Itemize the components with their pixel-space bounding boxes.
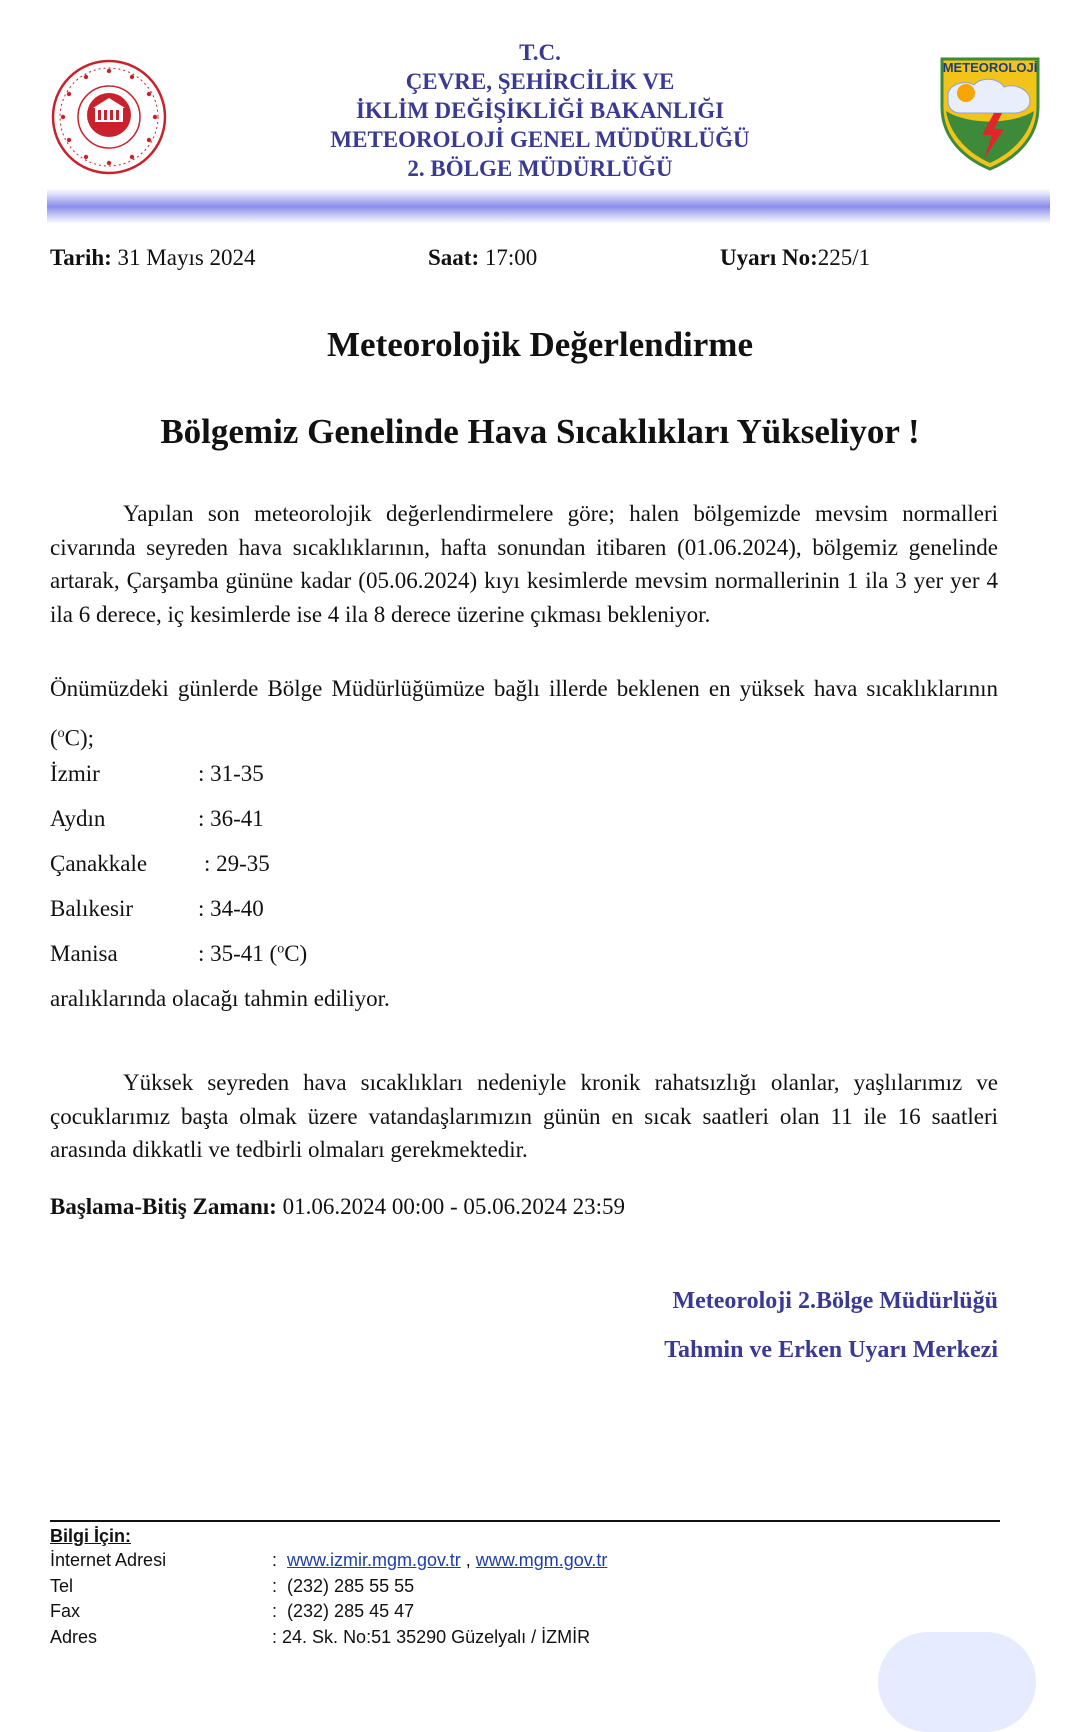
mgm-website-link[interactable]: www.mgm.gov.tr — [475, 1550, 608, 1570]
footer-colon: : — [272, 1550, 278, 1570]
corner-decoration — [878, 1632, 1036, 1732]
footer-colon: : — [272, 1627, 278, 1647]
date-info — [50, 245, 256, 271]
footer-label: Tel — [50, 1576, 74, 1596]
izmir-website-link[interactable]: www.izmir.mgm.gov.tr — [287, 1550, 461, 1570]
signature-line-2: Tahmin ve Erken Uyarı Merkezi — [664, 1337, 998, 1363]
city-range: : 34-40 — [198, 896, 264, 921]
city-range: : 29-35 — [204, 851, 270, 876]
city-name: Balıkesir — [50, 896, 134, 921]
org-line-4: METEOROLOJİ GENEL MÜDÜRLÜĞÜ — [330, 127, 750, 152]
page-title: Meteorolojik Değerlendirme — [327, 325, 753, 364]
document-header — [0, 0, 1080, 230]
city-range — [198, 941, 307, 967]
city-name: Manisa — [50, 941, 118, 966]
time-label: Saat: — [428, 245, 480, 270]
fax-value: (232) 285 45 47 — [287, 1601, 415, 1621]
org-line-3: İKLİM DEĞİŞİKLİĞİ BAKANLIĞI — [355, 98, 725, 123]
footer-label: Fax — [50, 1601, 81, 1621]
forecast-intro — [50, 666, 998, 761]
footer-colon: : — [272, 1576, 278, 1596]
page-subtitle: Bölgemiz Genelinde Hava Sıcaklıkları Yükseliyor ! — [160, 412, 920, 451]
validity-period — [50, 1194, 625, 1220]
time-info — [428, 245, 537, 271]
organization-name — [230, 38, 850, 183]
org-line-1: T.C. — [519, 40, 561, 65]
warning-number — [720, 245, 870, 271]
footer-sep — [272, 1550, 607, 1571]
ministry-seal-icon — [50, 58, 168, 176]
warning-value: 225/1 — [817, 245, 871, 270]
header-divider — [47, 188, 1050, 224]
city-range: : 36-41 — [198, 806, 264, 831]
footer-heading: Bilgi İçin: — [50, 1526, 131, 1546]
degree-sup: o — [277, 941, 285, 957]
forecast-intro-unit: C); — [64, 725, 95, 751]
footer-divider — [50, 1520, 1000, 1522]
signature-line-1: Meteoroloji 2.Bölge Müdürlüğü — [672, 1288, 998, 1314]
footer-colon: : — [272, 1601, 278, 1621]
forecast-intro-text: Önümüzdeki günlerde Bölge Müdürlüğümüze bağlı illerde beklenen en yüksek hava sıcaklıklarının ( — [50, 676, 998, 751]
link-separator: , — [460, 1550, 476, 1570]
org-line-5: 2. BÖLGE MÜDÜRLÜĞÜ — [407, 156, 673, 181]
org-line-2: ÇEVRE, ŞEHİRCİLİK VE — [405, 69, 675, 94]
city-name: Çanakkale — [50, 851, 148, 876]
assessment-paragraph: Yapılan son meteorolojik değerlendirmelere göre; halen bölgemizde mevsim normalleri civarında seyreden hava sıcaklıklarının, hafta sonundan itibaren (01.06.2024), bölgemiz genelinde artarak, Çarşamba gününe kadar (05.06.2024) kıyı kesimlerde mevsim normallerinin 1 ila 3 yer yer 4 ila 6 derece, iç kesimlerde ise 4 ila 8 derece üzerine çıkması bekleniyor. — [50, 501, 998, 627]
phone-value: (232) 285 55 55 — [287, 1576, 415, 1596]
address-row — [272, 1627, 590, 1648]
advisory-paragraph: Yüksek seyreden hava sıcaklıkları nedeniyle kronik rahatsızlığı olanlar, yaşlılarımız ve çocuklarımız başta olmak üzere vatandaşlarımızın günün en sıcak saatleri olan 11 ile 16 saatleri arasında dikkatli ve tedbirli olmaları gerekmektedir. — [50, 1070, 998, 1162]
date-label: Tarih: — [50, 245, 112, 270]
degree-sup: o — [57, 726, 65, 741]
city-range-value: : 35-41 ( — [198, 941, 278, 966]
phone-row — [272, 1576, 414, 1597]
time-value: 17:00 — [479, 245, 538, 270]
fax-row — [272, 1601, 414, 1622]
footer-label: Adres — [50, 1627, 98, 1647]
footer-label: İnternet Adresi — [50, 1550, 167, 1570]
city-name: İzmir — [50, 761, 100, 786]
city-range: : 31-35 — [198, 761, 264, 786]
period-label: Başlama-Bitiş Zamanı: — [50, 1194, 277, 1219]
date-value: 31 Mayıs 2024 — [111, 245, 256, 270]
period-value: 01.06.2024 00:00 - 05.06.2024 23:59 — [276, 1194, 626, 1219]
logo-text: METEOROLOJİ — [942, 60, 1038, 75]
city-name: Aydın — [50, 806, 106, 831]
warning-label: Uyarı No: — [720, 245, 818, 270]
unit-tail: C) — [284, 941, 308, 966]
address-value: 24. Sk. No:51 35290 Güzelyalı / İZMİR — [282, 1627, 591, 1647]
forecast-closing: aralıklarında olacağı tahmin ediliyor. — [50, 986, 390, 1011]
